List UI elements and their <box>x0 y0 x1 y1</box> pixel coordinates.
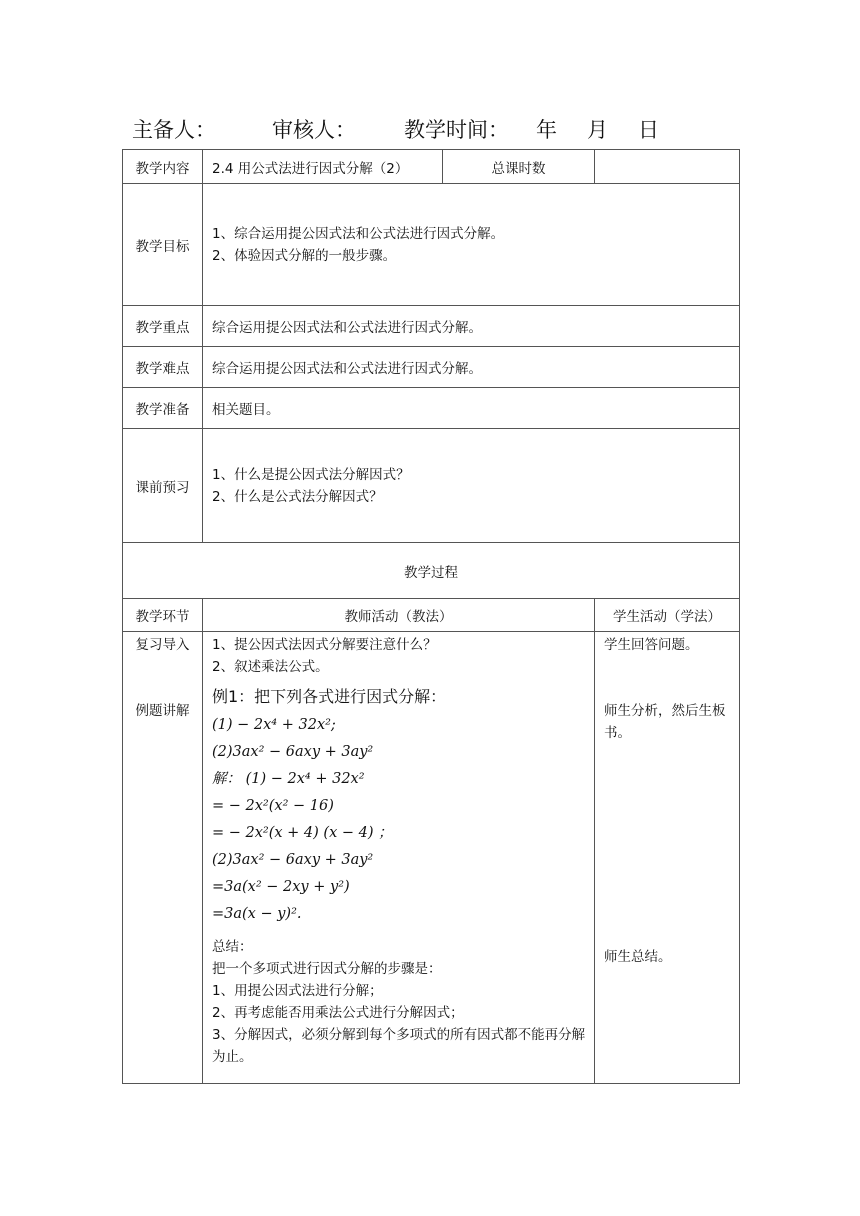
row-column-headers <box>123 599 740 632</box>
total-hours-value <box>595 150 740 184</box>
math-line: = − 2x²(x + 4) (x − 4) ； <box>212 825 393 841</box>
stage-example: 例题讲解 <box>135 703 190 719</box>
goal-label: 教学目标 <box>123 184 203 306</box>
preview-label: 课前预习 <box>123 429 203 543</box>
row-process-title <box>123 543 740 599</box>
review-item: 1、提公因式法因式分解要注意什么？ <box>212 637 437 653</box>
summary-item: 3、分解因式，必须分解到每个多项式的所有因式都不能再分解为止。 <box>212 1027 586 1065</box>
student-answer: 学生回答问题。 <box>604 637 699 653</box>
year-label: 年 <box>536 118 557 142</box>
preparer-label: 主备人： <box>132 118 216 142</box>
goal-item: 2、体验因式分解的一般步骤。 <box>212 247 397 264</box>
example-title: 例1：把下列各式进行因式分解： <box>212 687 447 706</box>
col-teacher-header: 教师活动（教法） <box>203 599 595 632</box>
math-line: =3a(x² − 2xy + y²) <box>212 879 350 895</box>
math-line: (1) − 2x⁴ + 32x²; <box>212 717 336 733</box>
student-analysis: 师生分析，然后生板书。 <box>604 703 726 741</box>
student-summary: 师生总结。 <box>604 949 672 965</box>
math-line: = − 2x²(x² − 16) <box>212 798 334 814</box>
row-difficulty <box>123 347 740 388</box>
preview-item: 2、什么是公式法分解因式？ <box>212 488 383 505</box>
row-key-point <box>123 306 740 347</box>
stage-review: 复习导入 <box>135 637 190 653</box>
math-line: =3a(x − y)². <box>212 906 302 922</box>
goal-content <box>203 184 740 306</box>
reviewer-label: 审核人： <box>272 118 356 142</box>
row-prep <box>123 388 740 429</box>
summary-title: 总结： <box>212 939 253 955</box>
math-line: (2)3ax² − 6axy + 3ay² <box>212 852 374 868</box>
review-item: 2、叙述乘法公式。 <box>212 659 329 675</box>
row-content <box>123 150 740 184</box>
summary-item: 1、用提公因式法进行分解； <box>212 983 383 999</box>
difficulty-value: 综合运用提公因式法和公式法进行因式分解。 <box>203 347 740 388</box>
row-preview <box>123 429 740 543</box>
key-label: 教学重点 <box>123 306 203 347</box>
math-line: (2)3ax² − 6axy + 3ay² <box>212 744 374 760</box>
goal-item: 1、综合运用提公因式法和公式法进行因式分解。 <box>212 225 505 242</box>
prep-label: 教学准备 <box>123 388 203 429</box>
teach-time-label: 教学时间： <box>404 118 509 142</box>
row-goals <box>123 184 740 306</box>
student-activity-cell <box>595 632 740 1084</box>
stage-cell <box>123 632 203 1084</box>
preview-content <box>203 429 740 543</box>
summary-item: 2、再考虑能否用乘法公式进行分解因式； <box>212 1005 464 1021</box>
math-line: 解： (1) − 2x⁴ + 32x² <box>212 771 365 787</box>
total-hours-label: 总课时数 <box>443 150 595 184</box>
summary-block <box>212 936 588 1068</box>
lesson-plan-table <box>122 149 740 1084</box>
col-stage-header: 教学环节 <box>123 599 203 632</box>
process-title: 教学过程 <box>123 543 740 599</box>
prep-value: 相关题目。 <box>203 388 740 429</box>
content-value: 2.4 用公式法进行因式分解（2） <box>203 150 443 184</box>
preview-item: 1、什么是提公因式法分解因式？ <box>212 466 410 483</box>
teacher-activity-cell <box>203 632 595 1084</box>
col-student-header: 学生活动（学法） <box>595 599 740 632</box>
row-process-body <box>123 632 740 1084</box>
summary-item: 把一个多项式进行因式分解的步骤是： <box>212 961 442 977</box>
month-label: 月 <box>587 118 608 142</box>
difficulty-label: 教学难点 <box>123 347 203 388</box>
key-value: 综合运用提公因式法和公式法进行因式分解。 <box>203 306 740 347</box>
content-label: 教学内容 <box>123 150 203 184</box>
day-label: 日 <box>638 118 659 142</box>
